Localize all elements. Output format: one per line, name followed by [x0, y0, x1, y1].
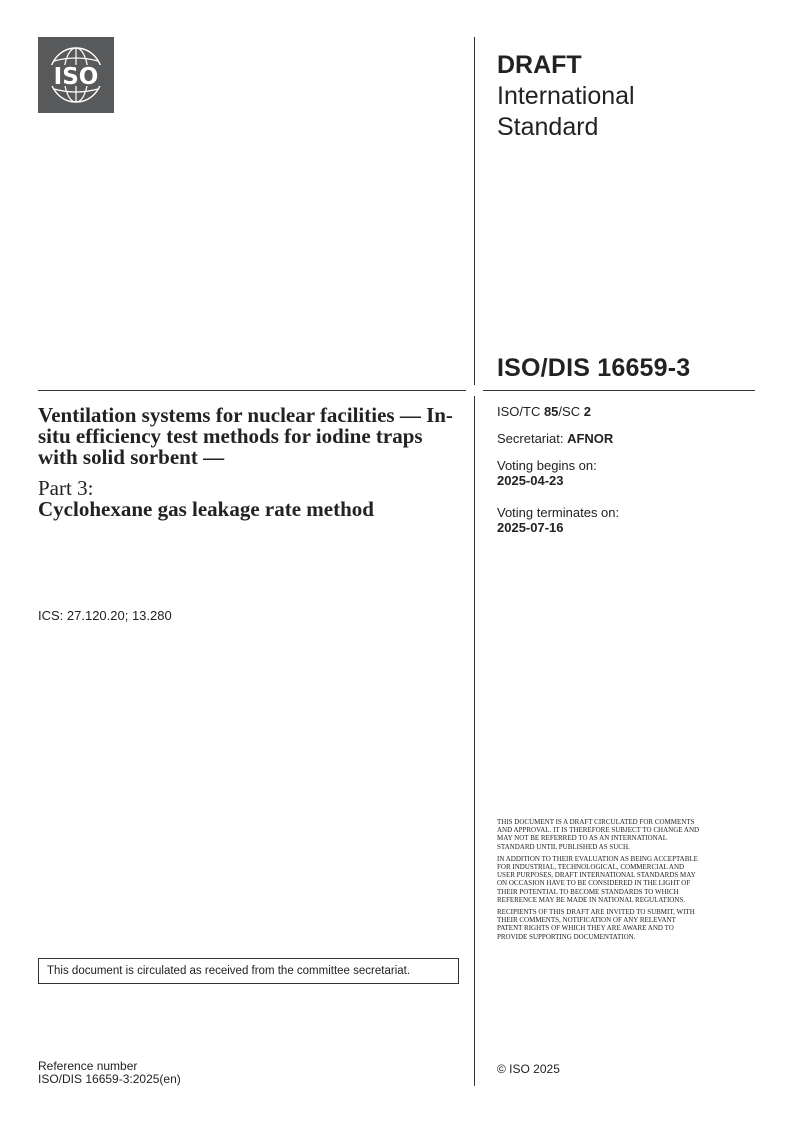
title-part: Part 3: [38, 476, 94, 500]
vertical-divider-top [474, 37, 475, 385]
notice-paragraph-1: THIS DOCUMENT IS A DRAFT CIRCULATED FOR COMMENTS AND APPROVAL. IT IS THEREFORE SUBJECT TO CHANGE AND MAY NOT BE REFERRED TO AS AN INTERNATIONAL STANDARD UNTIL PUBLISHED AS SUCH. [497, 818, 700, 851]
sc-number: 2 [583, 404, 591, 419]
voting-begins [497, 458, 597, 488]
document-type [497, 50, 635, 143]
document-title [38, 405, 458, 520]
title-subtitle: Cyclohexane gas leakage rate method [38, 497, 374, 521]
voting-terminates-date: 2025-07-16 [497, 520, 564, 535]
voting-begins-date: 2025-04-23 [497, 473, 564, 488]
doc-type-line-2: International [497, 82, 635, 110]
iso-logo-graphic [38, 37, 114, 113]
draft-notice [497, 818, 702, 945]
reference-label: Reference number [38, 1059, 138, 1073]
notice-paragraph-3: RECIPIENTS OF THIS DRAFT ARE INVITED TO SUBMIT, WITH THEIR COMMENTS, NOTIFICATION OF ANY RELEVANT PATENT RIGHTS OF WHICH THEY ARE AWARE AND TO PROVIDE SUPPORTING DOCUMENTATION. [497, 908, 695, 941]
secretariat-label: Secretariat: [497, 431, 568, 446]
reference-value: ISO/DIS 16659-3:2025(en) [38, 1072, 181, 1086]
secretariat-value: AFNOR [567, 431, 614, 446]
copyright: © ISO 2025 [497, 1062, 560, 1076]
notice-paragraph-2: IN ADDITION TO THEIR EVALUATION AS BEING ACCEPTABLE FOR INDUSTRIAL, TECHNOLOGICAL, COMMERCIAL AND USER PURPOSES, DRAFT INTERNATIONAL STANDARDS MAY ON OCCASION HAVE TO BE CONSIDERED IN THE LIGHT OF THEIR POTENTIAL TO BECOME STANDARDS TO WHICH REFERENCE MAY BE MADE IN NATIONAL REGULATIONS. [497, 854, 698, 904]
draft-label: DRAFT [497, 51, 582, 79]
voting-terminates [497, 505, 619, 535]
title-main: Ventilation systems for nuclear facilities — In-situ efficiency test methods for iodine traps with solid sorbent — [38, 403, 453, 469]
secretariat [497, 431, 613, 446]
tc-number: 85 [543, 404, 559, 419]
standard-number: ISO/DIS 16659-3 [497, 354, 691, 382]
logo-text: ISO [53, 64, 99, 90]
committee [497, 404, 591, 419]
sc-prefix: /SC [558, 404, 584, 419]
number-rule [483, 390, 755, 391]
iso-logo [38, 37, 114, 113]
ics-codes: ICS: 27.120.20; 13.280 [38, 608, 172, 623]
voting-begins-label: Voting begins on: [497, 458, 597, 473]
circulation-note: This document is circulated as received from the committee secretariat. [38, 958, 459, 984]
committee-prefix: ISO/TC [497, 404, 544, 419]
voting-terminates-label: Voting terminates on: [497, 505, 620, 520]
reference-number [38, 1060, 181, 1086]
vertical-divider-bottom [474, 396, 475, 1086]
doc-type-line-3: Standard [497, 113, 599, 141]
title-rule [38, 390, 466, 391]
